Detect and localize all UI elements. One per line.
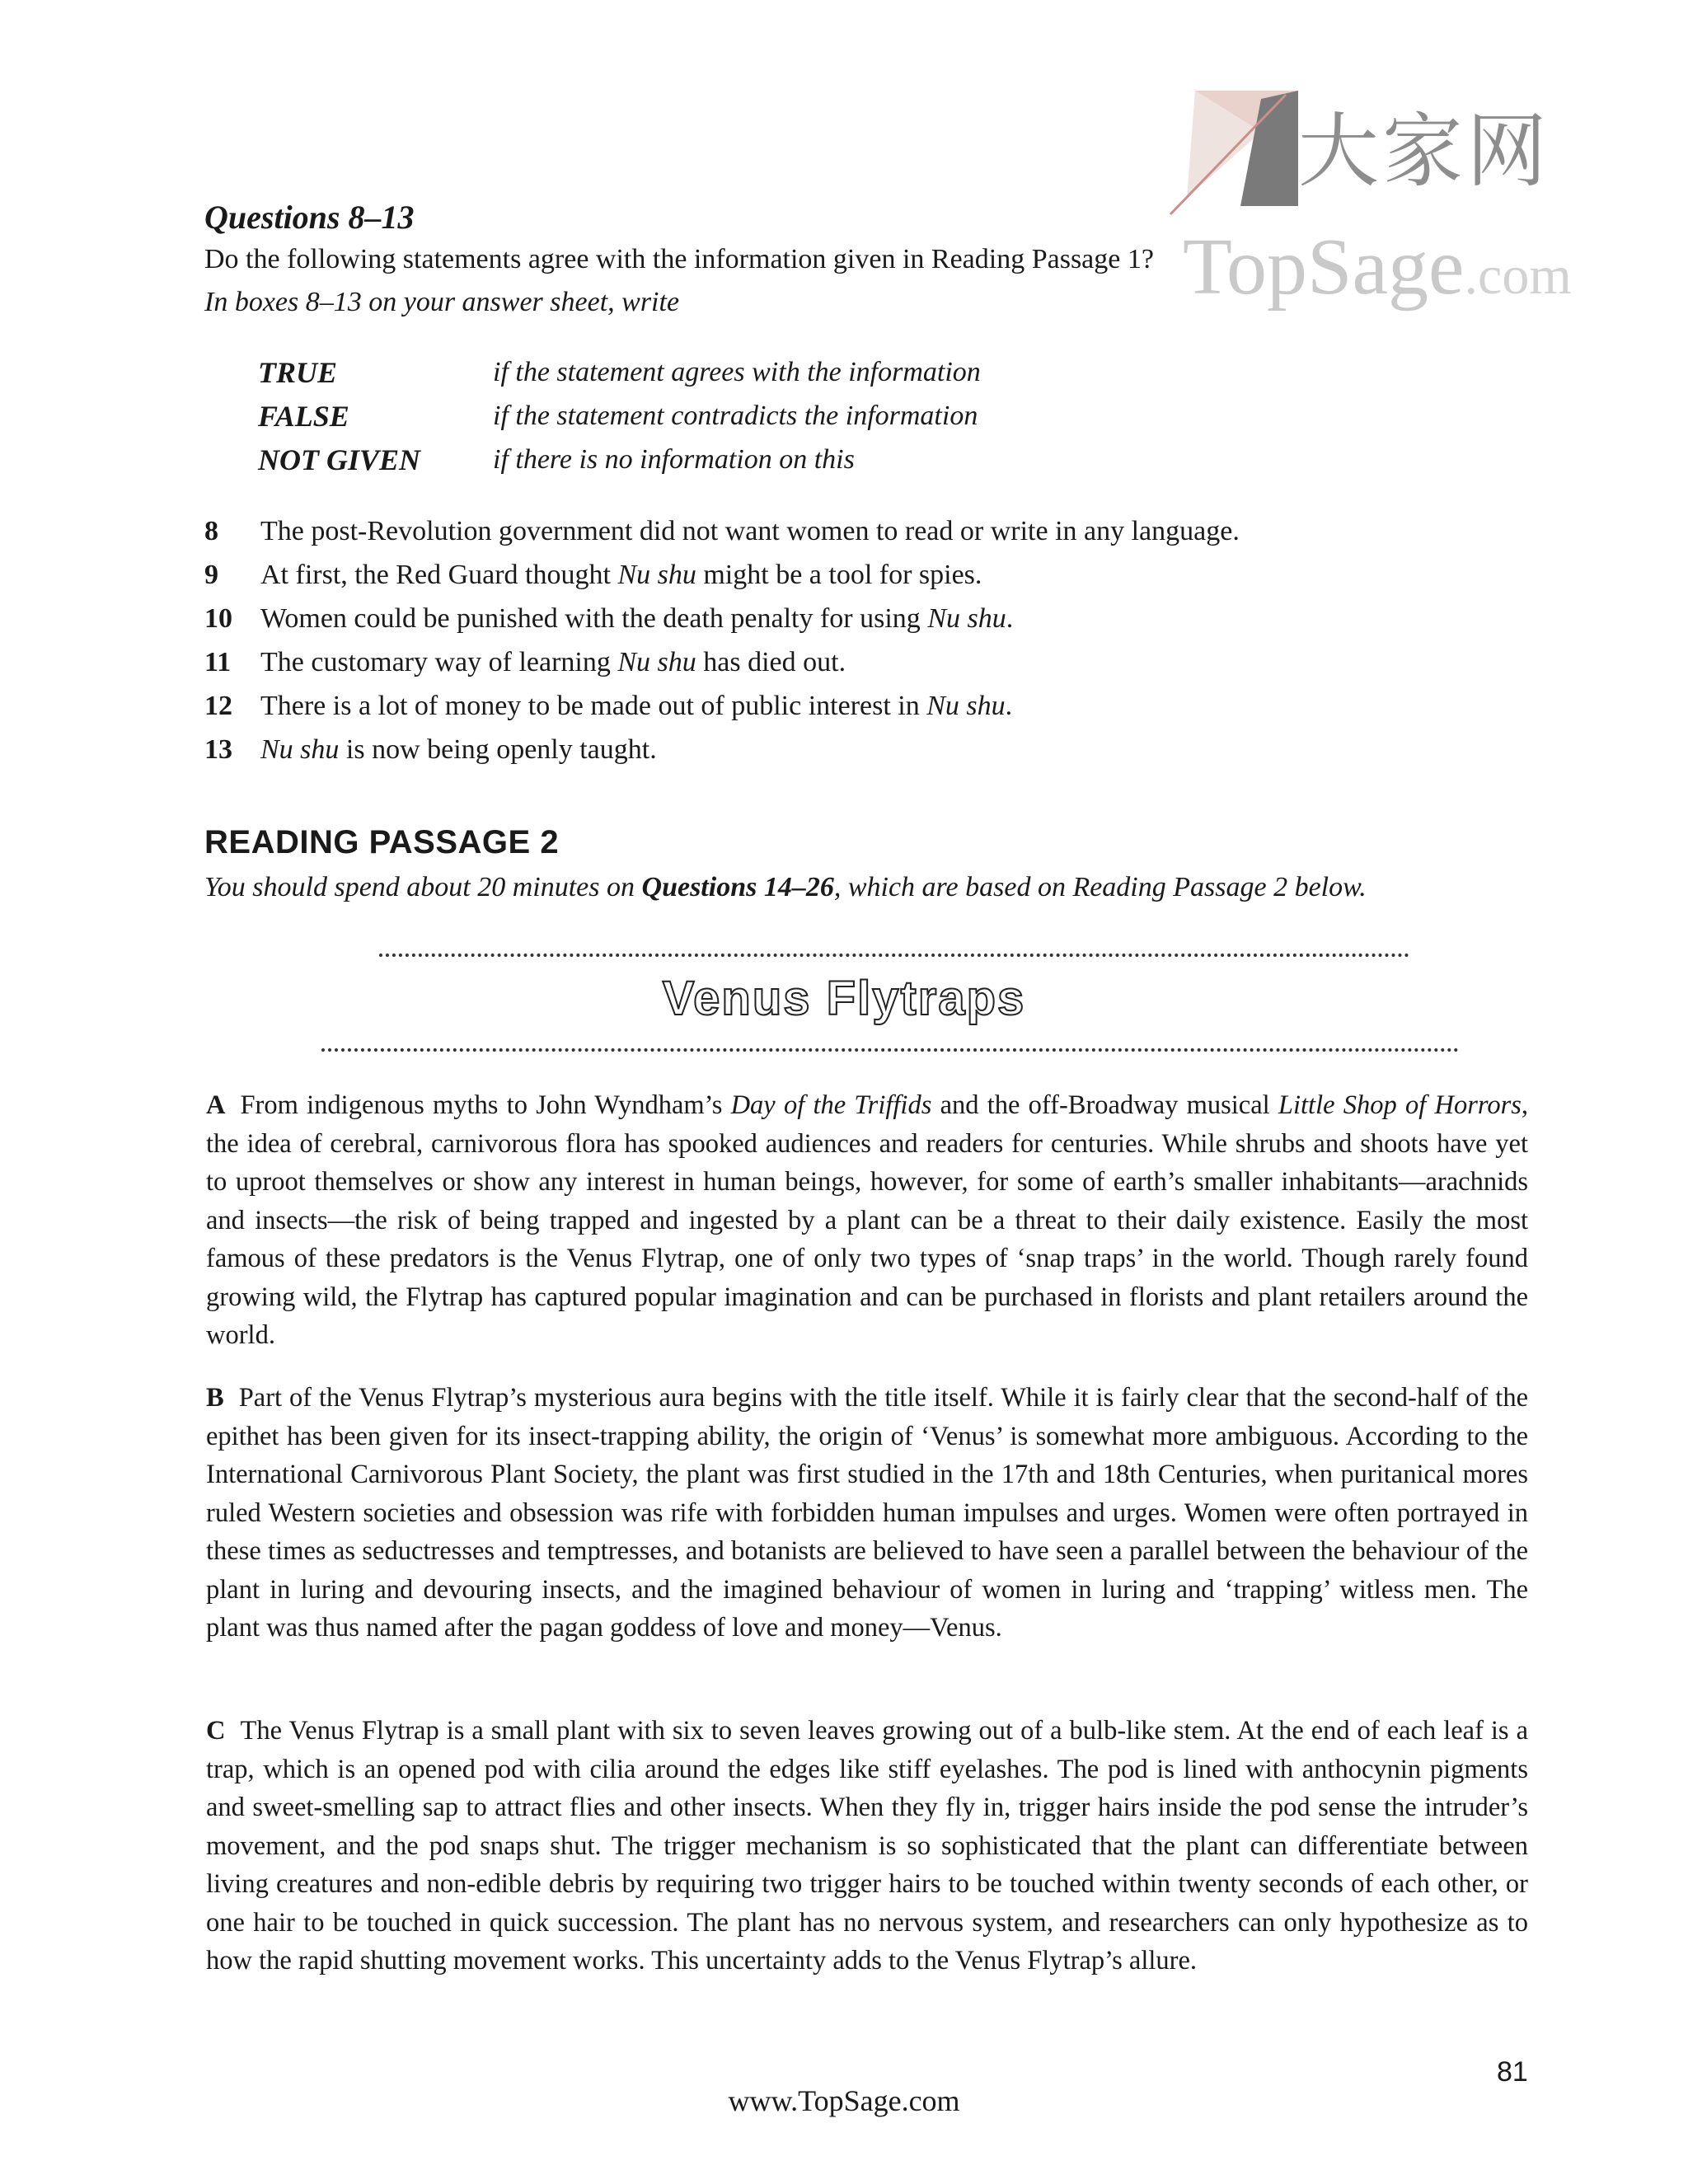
watermark-english-text: [1183, 223, 1572, 312]
reading-passage-heading: READING PASSAGE 2: [204, 824, 560, 860]
watermark: [1137, 66, 1572, 313]
key-term-false: FALSE: [258, 400, 349, 433]
dotted-divider-top: [379, 954, 1409, 957]
statement-number: 12: [204, 691, 232, 721]
statement-number: 13: [204, 734, 232, 765]
key-term-not-given: NOT GIVEN: [258, 443, 421, 476]
page-number: 81: [1497, 2056, 1528, 2088]
answer-box-instruction: In boxes 8–13 on your answer sheet, write: [204, 287, 680, 317]
paragraph-a: A From indigenous myths to John Wyndham’s Day of the Triffids and the off-Broadway musical Little Shop of Horrors, the idea of cerebral, carnivorous flora has spooked audiences and readers for centuries. While shrubs and shoots have yet to uproot themselves or show any interest in human beings, however, for some of earth’s smaller inhabitants—arachnids and insects—the risk of being trapped and ingested by a plant can be a threat to their daily existence. Easily the most famous of these predators is the Venus Flytrap, one of only two types of ‘snap traps’ in the world. Though rarely found growing wild, the Flytrap has captured popular imagination and can be purchased in florists and plant retailers around the world.: [206, 1090, 1528, 1350]
paragraph-letter: C: [206, 1716, 226, 1746]
topsage-logo-icon: [1162, 82, 1302, 223]
passage-title: Venus Flytraps: [662, 972, 1026, 1025]
reading-passage-instruction: You should spend about 20 minutes on Questions 14–26, which are based on Reading Passage 2 below.: [204, 872, 1367, 902]
watermark-domain: .com: [1464, 246, 1572, 306]
questions-heading: Questions 8–13: [204, 199, 415, 236]
statement-text: The post-Revolution government did not want women to read or write in any language.: [260, 516, 1240, 546]
questions-instruction: Do the following statements agree with the information given in Reading Passage 1?: [204, 244, 1154, 274]
statement-text: Nu shu is now being openly taught.: [260, 734, 657, 765]
statement-text: The customary way of learning Nu shu has died out.: [260, 647, 846, 677]
statement-number: 9: [204, 560, 218, 590]
watermark-chinese-text: 大家网: [1298, 105, 1551, 199]
paragraph-letter: B: [206, 1383, 224, 1413]
paragraph-letter: A: [206, 1090, 226, 1120]
statement-number: 8: [204, 516, 218, 546]
footer-url: www.TopSage.com: [728, 2084, 960, 2117]
key-definition-true: if the statement agrees with the information: [493, 357, 981, 387]
statement-number: 11: [204, 647, 232, 677]
statement-text: Women could be punished with the death penalty for using Nu shu.: [260, 603, 1014, 634]
watermark-brand: TopSage: [1183, 223, 1465, 312]
statement-text: There is a lot of money to be made out of public interest in Nu shu.: [260, 691, 1013, 721]
paragraph-b: B Part of the Venus Flytrap’s mysterious aura begins with the title itself. While it is fairly clear that the second-half of the epithet has been given for its insect-trapping ability, the origin of ‘Venus’ is somewhat more ambiguous. According to the International Carnivorous Plant Society, the plant was first studied in the 17th and 18th Centuries, when puritanical mores ruled Western societies and obsession was rife with forbidden human impulses and urges. Women were often portrayed in these times as seductresses and temptresses, and botanists are believed to have seen a parallel between the behaviour of the plant in luring and devouring insects, and the imagined behaviour of women in luring and ‘trapping’ witless men. The plant was thus named after the pagan goddess of love and money—Venus.: [206, 1383, 1528, 1643]
paragraph-c: C The Venus Flytrap is a small plant with six to seven leaves growing out of a bulb-like stem. At the end of each leaf is a trap, which is an opened pod with cilia around the edges like stiff eyelashes. The pod is lined with anthocynin pigments and sweet-smelling sap to attract flies and other insects. When they fly in, trigger hairs inside the pod sense the intruder’s movement, and the pod snaps shut. The trigger mechanism is so sophisticated that the plant can differentiate between living creatures and non-edible debris by requiring two trigger hairs to be touched within twenty seconds of each other, or one hair to be touched in quick succession. The plant has no nervous system, and researchers can only hypothesize as to how the rapid shutting movement works. This uncertainty adds to the Venus Flytrap’s allure.: [206, 1716, 1528, 1975]
key-definition-not-given: if there is no information on this: [493, 444, 855, 475]
key-definition-false: if the statement contradicts the information: [493, 401, 978, 431]
statement-number: 10: [204, 603, 232, 634]
statement-text: At first, the Red Guard thought Nu shu might be a tool for spies.: [260, 560, 982, 590]
dotted-divider-bottom: [321, 1048, 1459, 1052]
key-term-true: TRUE: [258, 356, 338, 389]
